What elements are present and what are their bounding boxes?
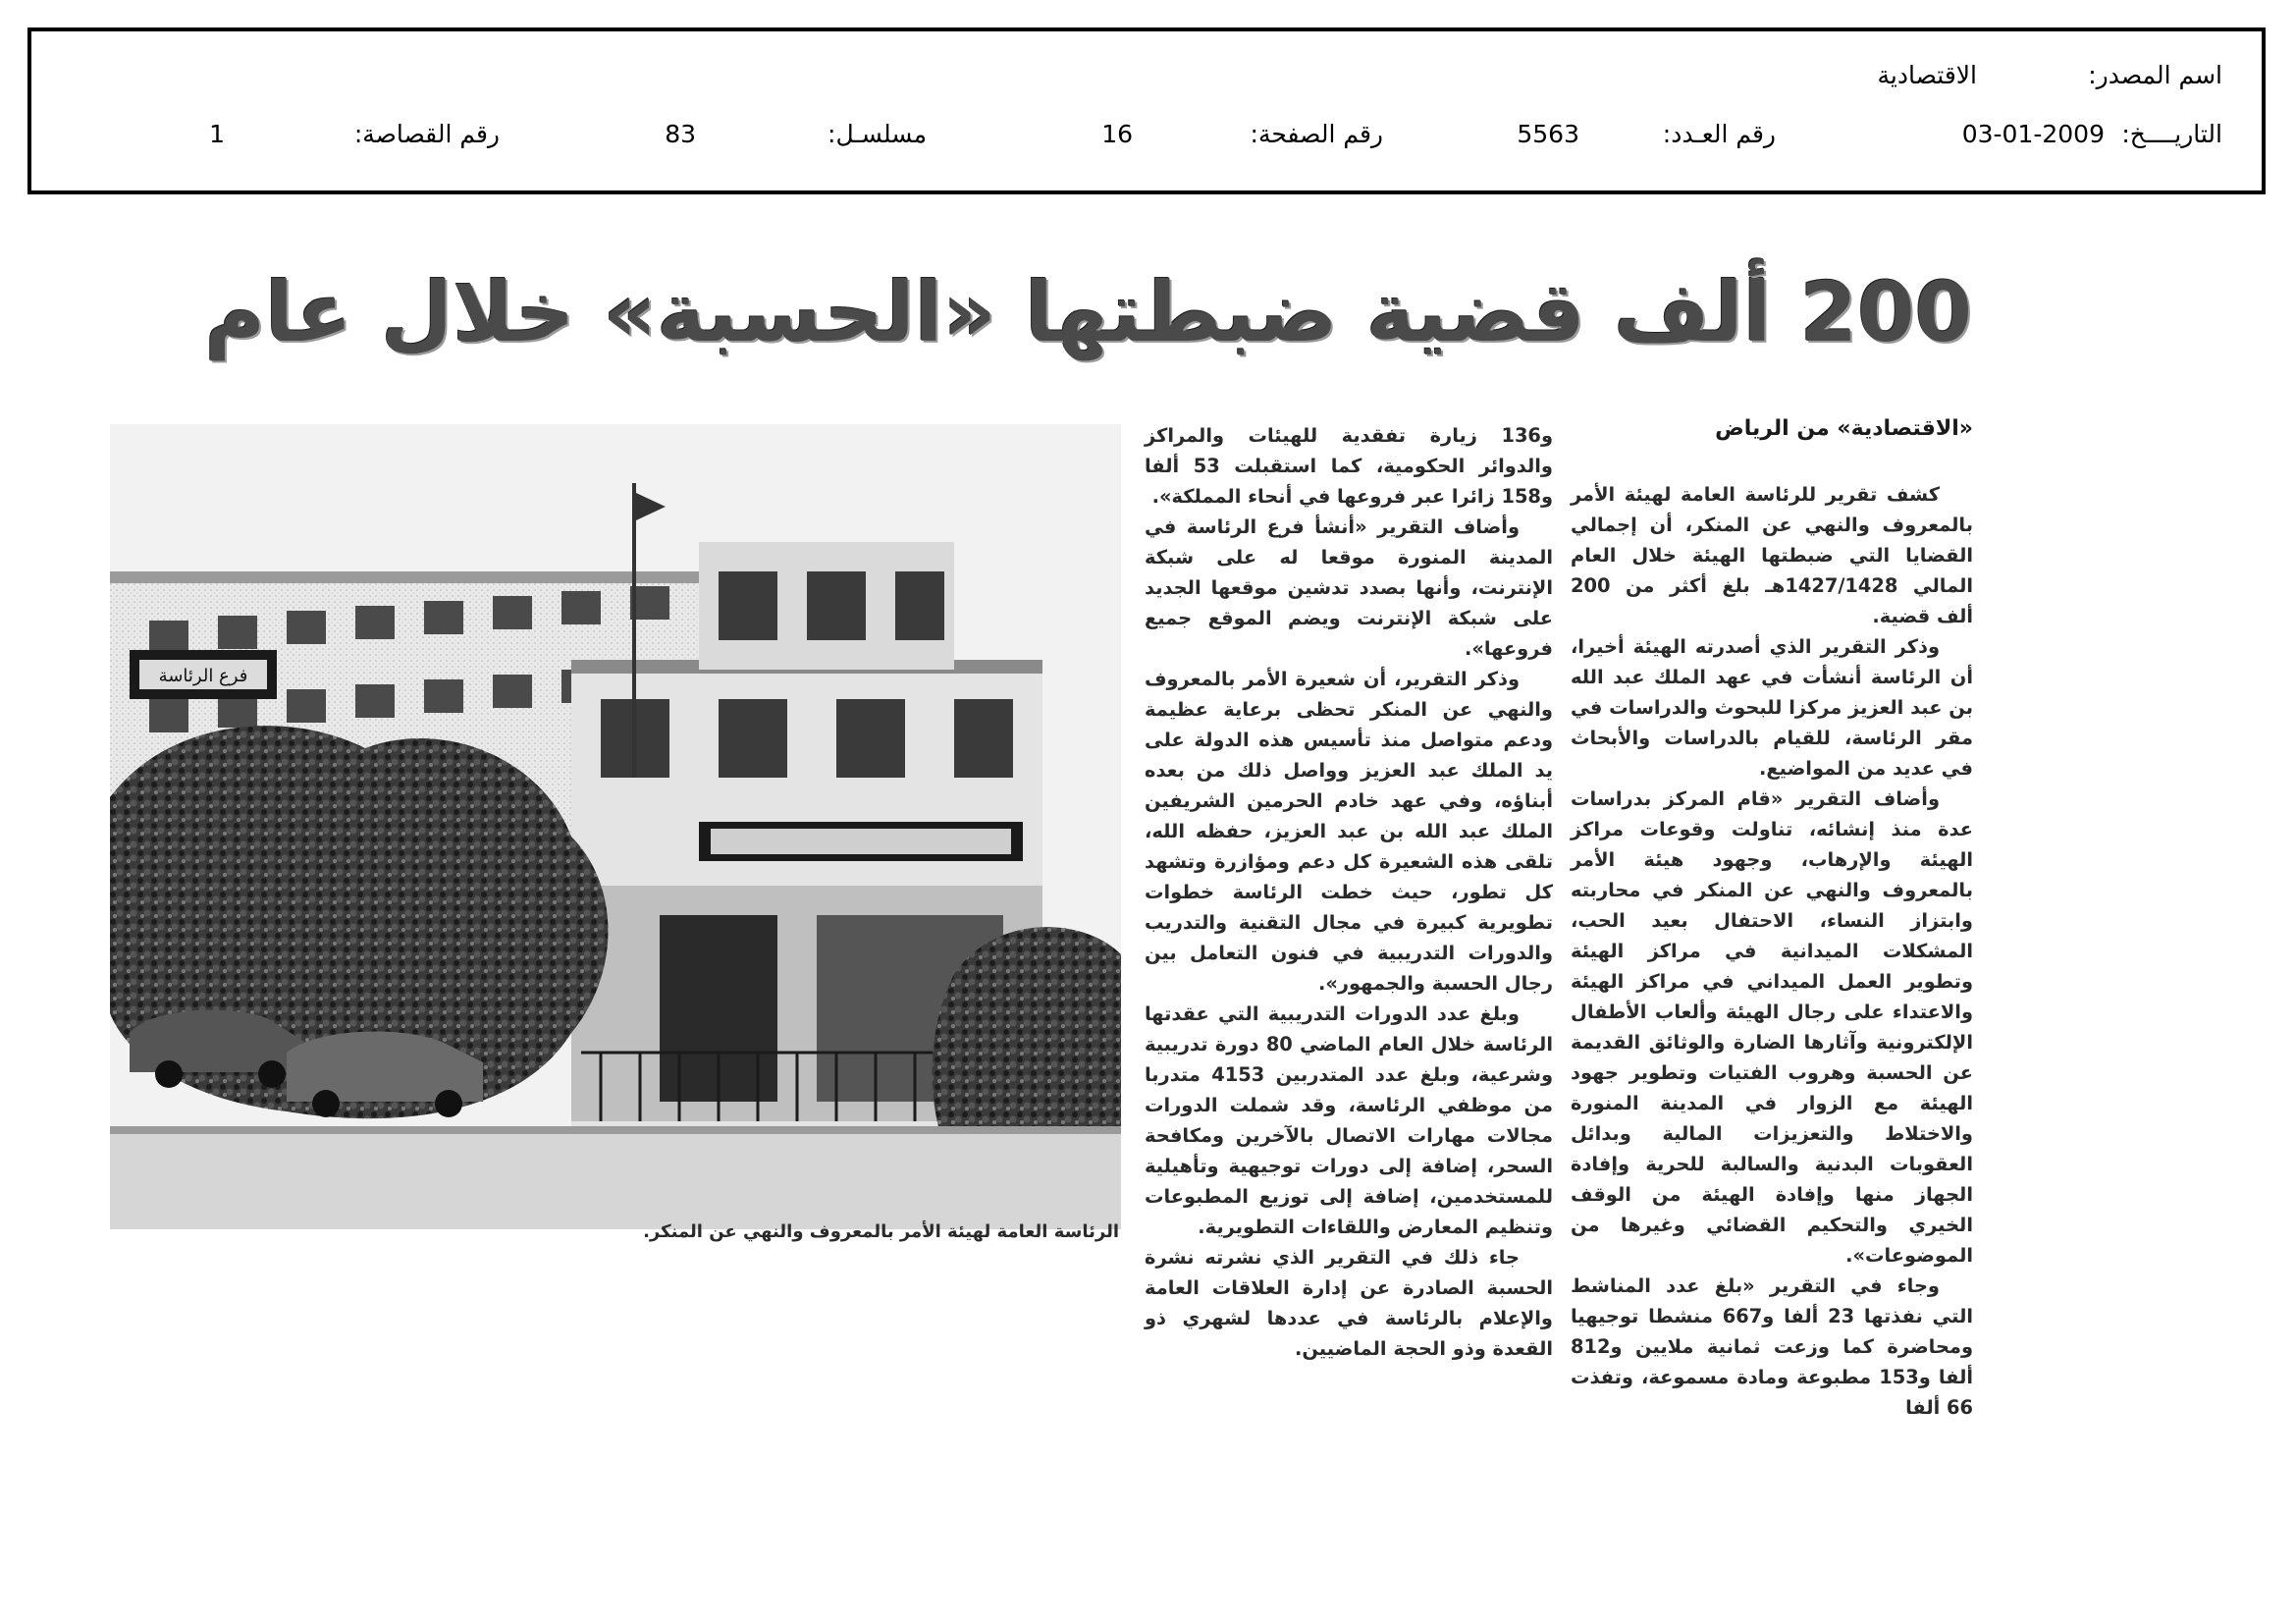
paragraph: وبلغ عدد الدورات التدريبية التي عقدتها الرئاسة خلال العام الماضي 80 دورة تدريبية وشرعية، وبلغ عدد المتدربين 4153 متدربا من موظفي الرئاسة، وقد شملت الدورات مجالات مهارات الاتصال بالآخرين ومكافحة السحر، إضافة إلى دورات توجيهية وتأهيلية للمستخدمين، إضافة إلى توزيع المطبوعات وتنظيم المعارض واللقاءات التطويرية.: [1145, 1002, 1553, 1238]
source-value: الاقتصادية: [1877, 61, 1977, 89]
paragraph: كشف تقرير للرئاسة العامة لهيئة الأمر بالمعروف والنهي عن المنكر، أن إجمالي القضايا التي ضبطتها الهيئة خلال العام المالي 1427/1428هـ بلغ أكثر من 200 ألف قضية.: [1571, 483, 1973, 627]
issue-value: 5563: [1517, 120, 1579, 148]
clipping-header: [27, 27, 2266, 194]
date-label: التاريــــخ:: [2121, 120, 2222, 148]
building-photo-illustration: [110, 424, 1121, 1229]
paragraph: وأضاف التقرير «أنشأ فرع الرئاسة في المدينة المنورة موقعا له على شبكة الإنترنت، وأنها بصدد تدشين موقعها الجديد على شبكة الإنترنت ويضم الموقع جميع فروعها».: [1145, 515, 1553, 660]
serial-value: 83: [665, 120, 696, 148]
source-label: اسم المصدر:: [2088, 61, 2222, 89]
paragraph: وجاء في التقرير «بلغ عدد المناشط التي نفذتها 23 ألفا و667 منشطا توجيهيا ومحاضرة كما وزعت ثمانية ملايين و812 ألفا و153 مطبوعة ومادة مسموعة، وتفذت 66 ألفا: [1571, 1274, 1974, 1419]
paragraph: وذكر التقرير، أن شعيرة الأمر بالمعروف والنهي عن المنكر تحظى برعاية عظيمة ودعم متواصل منذ تأسيس هذه الدولة على يد الملك عبد العزيز وواصل ذلك من بعده أبناؤه، وفي عهد خادم الحرمين الشريفين الملك عبد الله بن عبد العزيز، حفظه الله، تلقى هذه الشعيرة كل دعم ومؤازرة وتشهد كل تطور، حيث خطت الرئاسة خطوات تطويرية كبيرة في مجال التقنية والتدريب والدورات التدريبية في فنون التعامل بين رجال الحسبة والجمهور».: [1145, 668, 1553, 995]
clip-label: رقم القصاصة:: [353, 120, 500, 148]
article-photo: [110, 424, 1121, 1229]
paragraph: و136 زيارة تفقدية للهيئات والمراكز والدوائر الحكومية، كما استقبلت 53 ألفا و158 زائرا عبر فروعها في أنحاء المملكة».: [1145, 424, 1553, 508]
paragraph: وأضاف التقرير «قام المركز بدراسات عدة منذ إنشائه، تناولت وقوعات مراكز الهيئة والإرهاب، وجهود هيئة الأمر بالمعروف والنهي عن المنكر في محاربته وابتزاز النساء، الاحتفال بعيد الحب، المشكلات الميدانية في مراكز الهيئة وتطوير العمل الميداني في مراكز الهيئة والاعتداء على رجال الهيئة وألعاب الأطفال الإلكترونية وآثارها الضارة والوثائق القديمة عن الحسبة وهروب الفتيات وتطوير جهود الهيئة مع الزوار في المدينة المنورة والاختلاط والتعزيزات المالية وبدائل العقوبات البدنية والسالبة للحرية وإفادة الجهاز منها وإفادة الهيئة من الوقف الخيري والتحكيم القضائي وغيرها من الموضوعات».: [1571, 787, 1973, 1267]
page-label: رقم الصفحة:: [1250, 120, 1383, 148]
article-column-right: [1571, 479, 1974, 1419]
date-value: 03-01-2009: [1961, 120, 2105, 148]
article-byline: «الاقتصادية» من الرياض: [1715, 416, 1973, 441]
clip-value: 1: [209, 120, 225, 148]
serial-label: مسلسـل:: [828, 120, 927, 148]
article-column-middle: [1145, 420, 1553, 1360]
paragraph: جاء ذلك في التقرير الذي نشرته نشرة الحسبة الصادرة عن إدارة العلاقات العامة والإعلام بالرئاسة في عددها لشهري ذو القعدة وذو الحجة الماضيين.: [1145, 1246, 1553, 1360]
issue-label: رقم العـدد:: [1662, 120, 1776, 148]
paragraph: وذكر التقرير الذي أصدرته الهيئة أخيرا، أن الرئاسة أنشأت في عهد الملك عبد الله بن عبد العزيز مركزا للبحوث والدراسات في مقر الرئاسة، للقيام بالدراسات والأبحاث في عديد من المواضيع.: [1571, 635, 1973, 780]
photo-sign-left: فرع الرئاسة: [158, 666, 248, 686]
article-headline: 200 ألف قضية ضبطتها «الحسبة» خلال عام: [204, 264, 1972, 360]
photo-caption: الرئاسة العامة لهيئة الأمر بالمعروف والنهي عن المنكر.: [643, 1221, 1119, 1242]
page-value: 16: [1101, 120, 1133, 148]
